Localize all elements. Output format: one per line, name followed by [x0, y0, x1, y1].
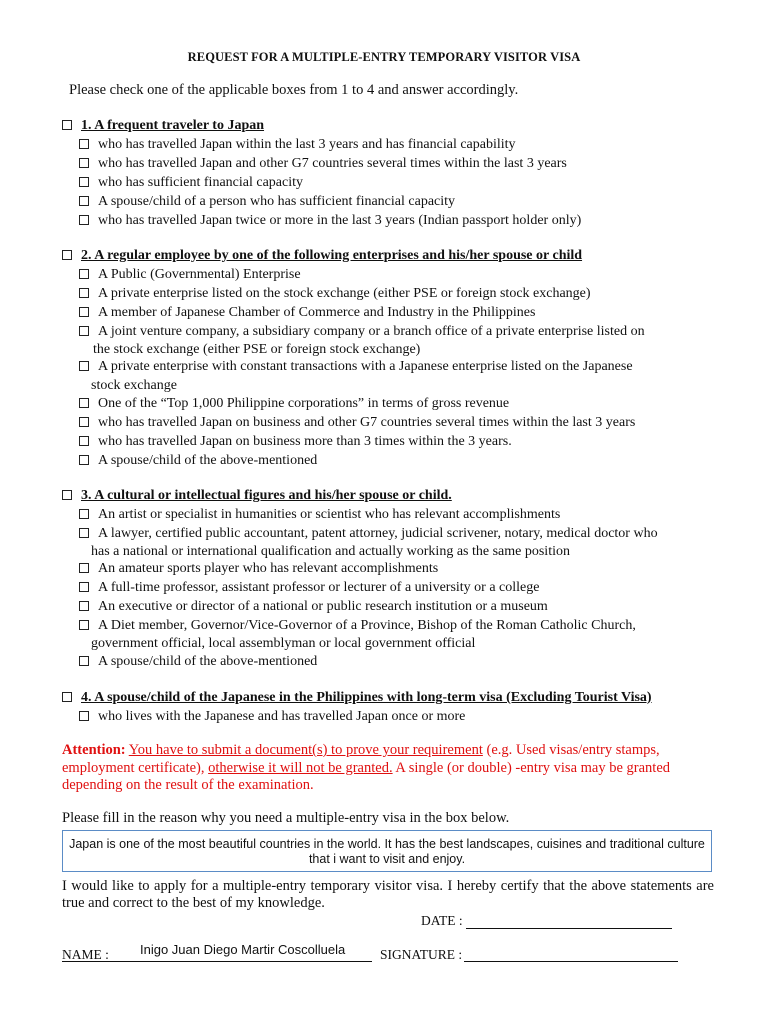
date-label: DATE :: [421, 913, 463, 928]
checkbox[interactable]: [79, 196, 89, 206]
instruction-text: Please check one of the applicable boxes from 1 to 4 and answer accordingly.: [69, 82, 519, 98]
checkbox[interactable]: [79, 398, 89, 408]
attention-requirement: You have to submit a document(s) to prove your requirement: [128, 742, 483, 758]
checkbox[interactable]: [79, 436, 89, 446]
section-2-heading: 2. A regular employee by one of the following enterprises and his/her spouse or child: [62, 247, 582, 265]
section-4-heading: 4. A spouse/child of the Japanese in the Philippines with long-term visa (Excluding Tourist Visa): [62, 689, 652, 707]
signature-field[interactable]: [464, 961, 678, 962]
section-3-option-7: A spouse/child of the above-mentioned: [79, 653, 317, 671]
section-2-option-4-cont: the stock exchange (either PSE or foreign stock exchange): [93, 342, 421, 357]
checkbox[interactable]: [79, 563, 89, 573]
certification-statement: I would like to apply for a multiple-entry temporary visitor visa. I hereby certify that the above statements are true and correct to the best of my knowledge.: [62, 878, 714, 911]
section-2-option-1: A Public (Governmental) Enterprise: [79, 266, 301, 284]
section-3-checkbox[interactable]: [62, 490, 72, 500]
section-1-checkbox[interactable]: [62, 120, 72, 130]
reason-prompt: Please fill in the reason why you need a multiple-entry visa in the box below.: [62, 810, 510, 826]
checkbox[interactable]: [79, 158, 89, 168]
section-1-option-1: who has travelled Japan within the last 3 years and has financial capability: [79, 136, 516, 154]
section-2-option-5: A private enterprise with constant transactions with a Japanese enterprise listed on the Japanese: [79, 358, 633, 376]
section-3-option-2-cont: has a national or international qualification and actually working as the same position: [91, 544, 570, 559]
section-2-option-6: One of the “Top 1,000 Philippine corporations” in terms of gross revenue: [79, 395, 509, 413]
name-label: NAME :: [62, 947, 109, 962]
attention-result-note: A single (or double) -entry visa may be granted depending on the result of the examination.: [62, 759, 671, 793]
section-1-heading: 1. A frequent traveler to Japan: [62, 117, 264, 135]
checkbox[interactable]: [79, 326, 89, 336]
signature-label: SIGNATURE :: [380, 947, 463, 962]
section-3-option-6-cont: government official, local assemblyman or local government official: [91, 636, 476, 651]
name-field[interactable]: [62, 961, 372, 962]
attention-label: Attention:: [62, 742, 126, 758]
checkbox[interactable]: [79, 509, 89, 519]
section-2-option-2: A private enterprise listed on the stock exchange (either PSE or foreign stock exchange): [79, 285, 591, 303]
section-3-option-5: An executive or director of a national or public research institution or a museum: [79, 598, 548, 616]
section-2-checkbox[interactable]: [62, 250, 72, 260]
section-1-option-4: A spouse/child of a person who has sufficient financial capacity: [79, 193, 455, 211]
checkbox[interactable]: [79, 269, 89, 279]
section-1-option-3: who has sufficient financial capacity: [79, 174, 303, 192]
attention-examples: (e.g. Used visas/entry stamps, employment certificate),: [62, 742, 660, 776]
page-title: REQUEST FOR A MULTIPLE-ENTRY TEMPORARY VISITOR VISA: [187, 50, 581, 64]
section-4-option-1: who lives with the Japanese and has travelled Japan once or more: [79, 708, 465, 726]
attention-warning: otherwise it will not be granted.: [208, 759, 393, 776]
section-2-option-9: A spouse/child of the above-mentioned: [79, 452, 317, 470]
checkbox[interactable]: [79, 307, 89, 317]
section-2-option-4: A joint venture company, a subsidiary company or a branch office of a private enterprise listed on: [79, 323, 645, 341]
checkbox[interactable]: [79, 139, 89, 149]
section-1-option-5: who has travelled Japan twice or more in the last 3 years (Indian passport holder only): [79, 212, 581, 230]
checkbox[interactable]: [79, 528, 89, 538]
section-2-option-5-cont: stock exchange: [91, 378, 177, 393]
date-field[interactable]: [466, 928, 672, 929]
attention-notice: [62, 742, 714, 795]
checkbox[interactable]: [79, 215, 89, 225]
section-3-heading: 3. A cultural or intellectual figures and his/her spouse or child.: [62, 487, 452, 505]
section-4-checkbox[interactable]: [62, 692, 72, 702]
section-3-option-2: A lawyer, certified public accountant, patent attorney, judicial scrivener, notary, medical doctor who: [79, 525, 658, 543]
section-3-option-3: An amateur sports player who has relevant accomplishments: [79, 560, 438, 578]
section-3-option-4: A full-time professor, assistant professor or lecturer of a university or a college: [79, 579, 539, 597]
checkbox[interactable]: [79, 288, 89, 298]
checkbox[interactable]: [79, 656, 89, 666]
section-2-option-8: who has travelled Japan on business more than 3 times within the 3 years.: [79, 433, 512, 451]
checkbox[interactable]: [79, 417, 89, 427]
section-2-option-3: A member of Japanese Chamber of Commerce and Industry in the Philippines: [79, 304, 535, 322]
section-3-option-6: A Diet member, Governor/Vice-Governor of a Province, Bishop of the Roman Catholic Church,: [79, 617, 636, 635]
checkbox[interactable]: [79, 455, 89, 465]
checkbox[interactable]: [79, 177, 89, 187]
section-3-option-1: An artist or specialist in humanities or scientist who has relevant accomplishments: [79, 506, 560, 524]
checkbox[interactable]: [79, 582, 89, 592]
checkbox[interactable]: [79, 620, 89, 630]
name-value: Inigo Juan Diego Martir Coscolluela: [140, 942, 346, 957]
reason-textbox[interactable]: Japan is one of the most beautiful countries in the world. It has the best landscapes, cuisines and traditional culture that i want to visit and enjoy.: [62, 830, 712, 872]
checkbox[interactable]: [79, 361, 89, 371]
checkbox[interactable]: [79, 711, 89, 721]
section-1-option-2: who has travelled Japan and other G7 countries several times within the last 3 years: [79, 155, 567, 173]
checkbox[interactable]: [79, 601, 89, 611]
section-2-option-7: who has travelled Japan on business and other G7 countries several times within the last 3 years: [79, 414, 635, 432]
